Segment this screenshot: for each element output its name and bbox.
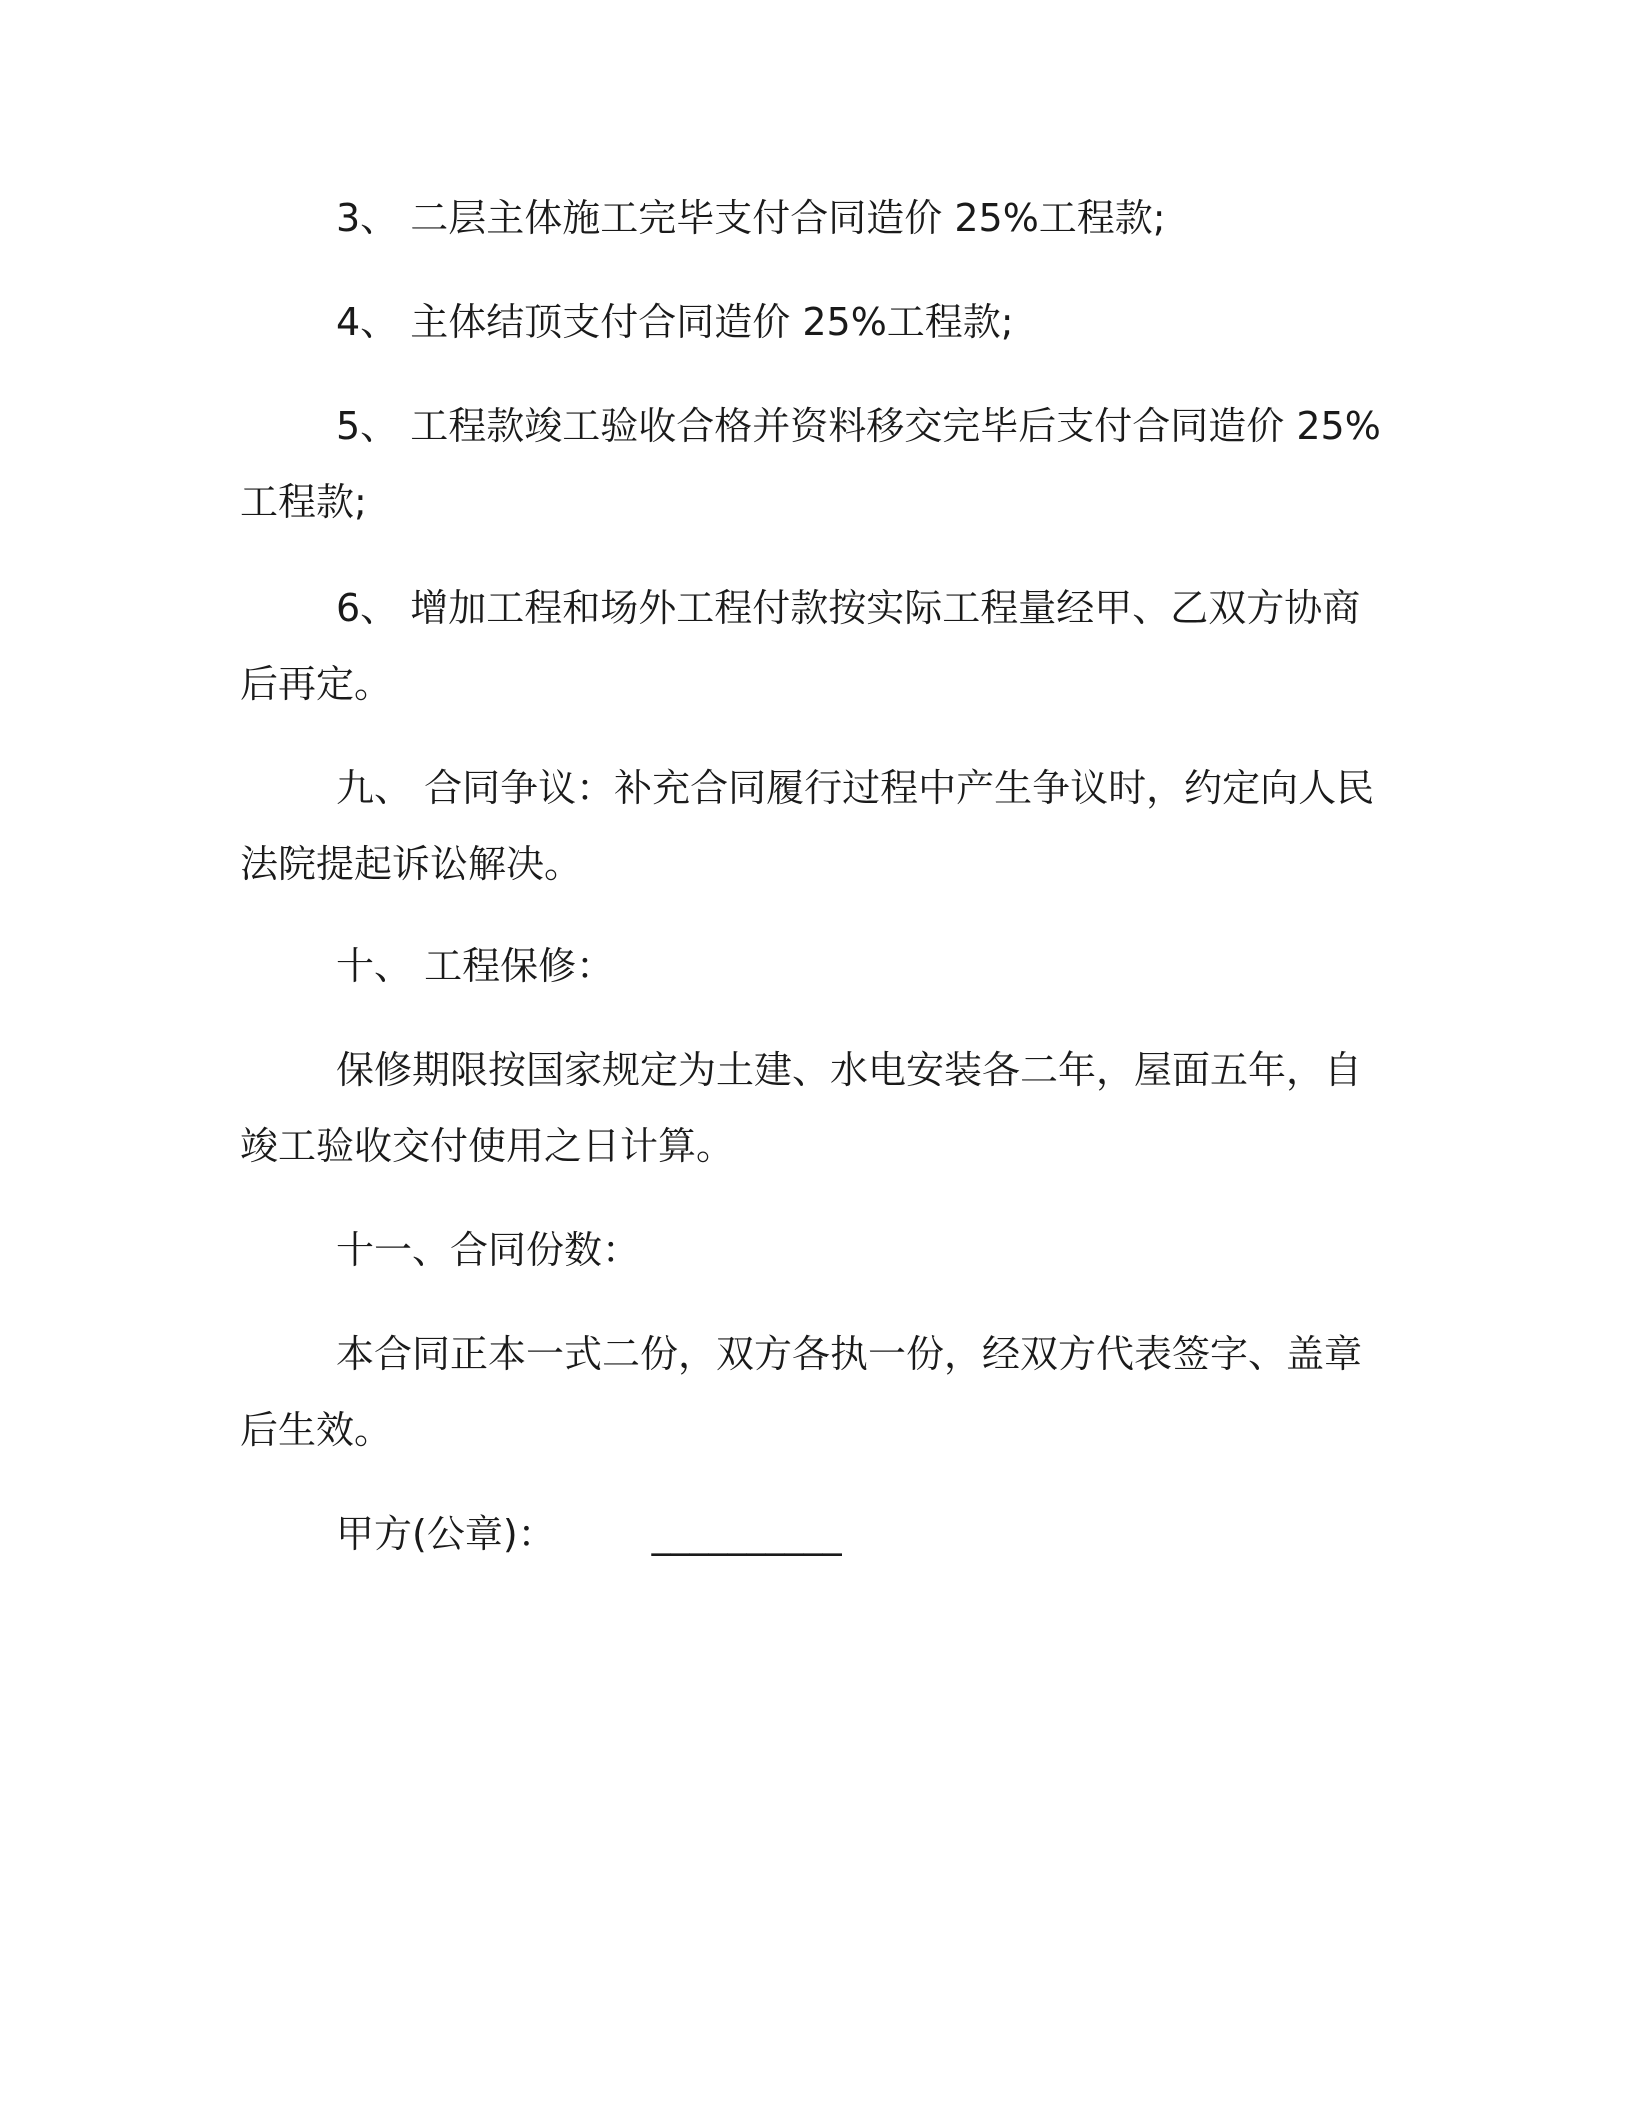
clause-payment-6: 6、 增加工程和场外工程付款按实际工程量经甲、乙双方协商后再定。 [240, 586, 1361, 706]
section-copies-heading: 十一、合同份数： [336, 1228, 641, 1272]
clause-dispute: 九、 合同争议：补充合同履行过程中产生争议时，约定向人民法院提起诉讼解决。 [240, 766, 1375, 886]
warranty-terms: 保修期限按国家规定为土建、水电安装各二年，屋面五年，自竣工验收交付使用之日计算。 [240, 1048, 1363, 1168]
clause-payment-5: 5、 工程款竣工验收合格并资料移交完毕后支付合同造价 25%工程款; [240, 404, 1381, 524]
clause-payment-3: 3、 二层主体施工完毕支付合同造价 25%工程款; [336, 196, 1166, 240]
section-warranty-heading: 十、 工程保修： [336, 944, 615, 988]
copies-terms: 本合同正本一式二份，双方各执一份，经双方代表签字、盖章后生效。 [240, 1332, 1363, 1452]
clause-payment-4: 4、 主体结顶支付合同造价 25%工程款; [336, 300, 1014, 344]
document-page [240, 0, 1382, 2112]
signature-blank: __________ [651, 1512, 842, 1556]
party-a-label: 甲方(公章)： [336, 1512, 556, 1556]
party-a-signature-line [240, 1496, 1382, 1572]
